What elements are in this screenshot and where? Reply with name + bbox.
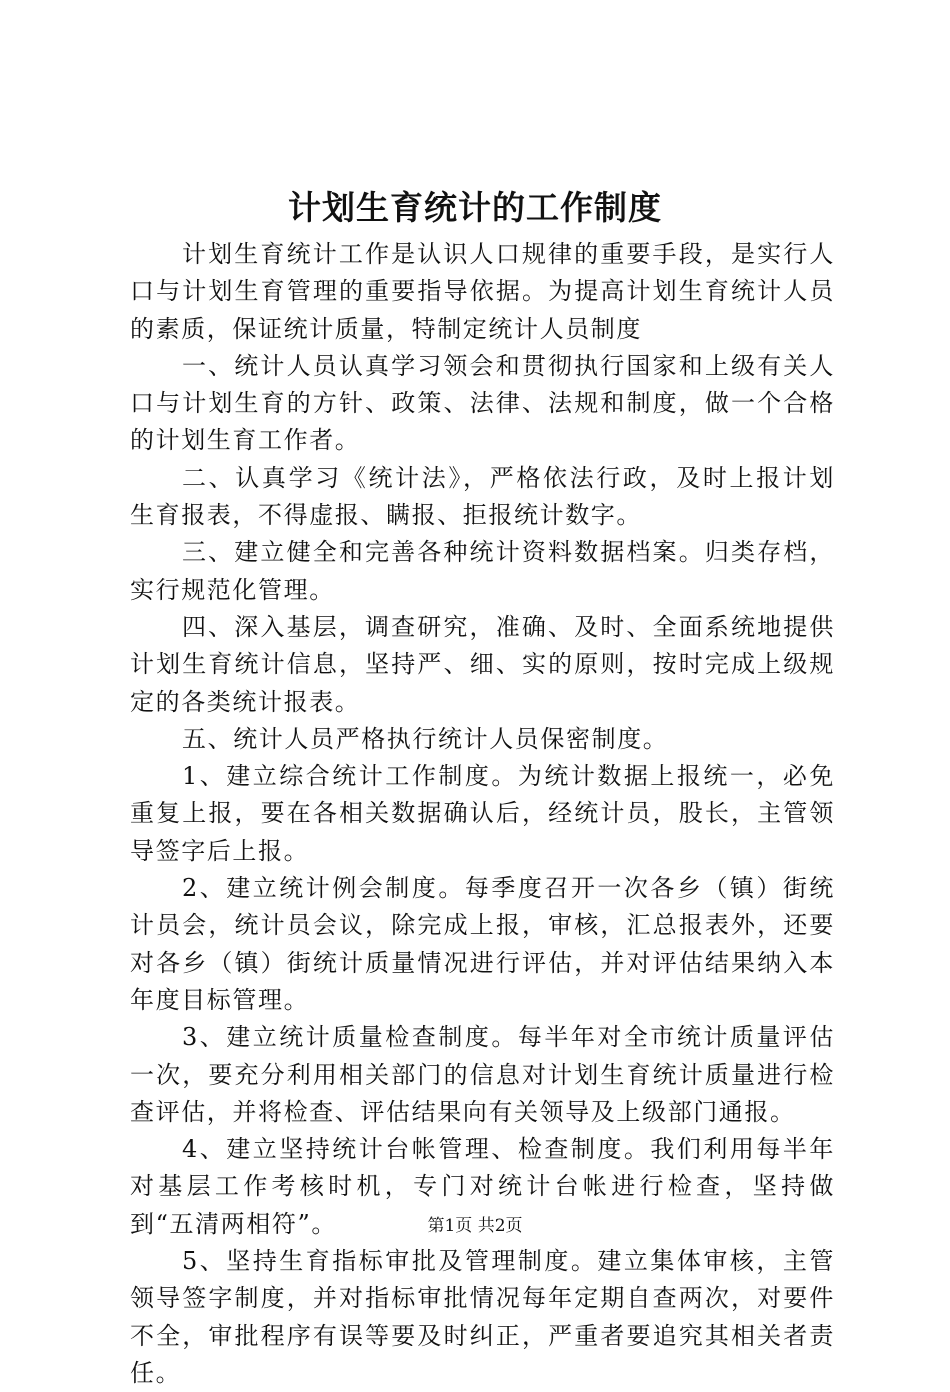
- document-title: 计划生育统计的工作制度: [288, 188, 662, 227]
- paragraph-item-5: 五、统计人员严格执行统计人员保密制度。: [182, 724, 669, 753]
- paragraph-rule-4: 4、建立坚持统计台帐管理、检查制度。我们利用每半年对基层工作考核时机，专门对统计台帐进行检查，坚持做到“五清两相符”。: [130, 1135, 835, 1238]
- page-footer: 第1页 共2页: [427, 1216, 523, 1236]
- paragraph-item-3: 三、建立健全和完善各种统计资料数据档案。归类存档，实行规范化管理。: [130, 538, 835, 604]
- paragraph-rule-2: 2、建立统计例会制度。每季度召开一次各乡（镇）街统计员会，统计员会议，除完成上报，审核，汇总报表外，还要对各乡（镇）街统计质量情况进行评估，并对评估结果纳入本年度目标管理。: [130, 874, 835, 1014]
- paragraph-item-1: 一、统计人员认真学习领会和贯彻执行国家和上级有关人口与计划生育的方针、政策、法律、法规和制度，做一个合格的计划生育工作者。: [130, 351, 835, 455]
- paragraph-rule-1: 1、建立综合统计工作制度。为统计数据上报统一，必免重复上报，要在各相关数据确认后，经统计员，股长，主管领导签字后上报。: [130, 762, 835, 865]
- paragraph-item-2: 二、认真学习《统计法》，严格依法行政，及时上报计划生育报表，不得虚报、瞒报、拒报统计数字。: [130, 463, 835, 530]
- paragraph-intro: 计划生育统计工作是认识人口规律的重要手段，是实行人口与计划生育管理的重要指导依据。为提高计划生育统计人员的素质，保证统计质量，特制定统计人员制度: [130, 240, 835, 343]
- paragraph-rule-5: 5、坚持生育指标审批及管理制度。建立集体审核，主管领导签字制度，并对指标审批情况每年定期自查两次，对要件不全，审批程序有误等要及时纠正，严重者要追究其相关者责任。: [130, 1247, 835, 1387]
- paragraph-rule-3: 3、建立统计质量检查制度。每半年对全市统计质量评估一次，要充分利用相关部门的信息对计划生育统计质量进行检查评估，并将检查、评估结果向有关领导及上级部门通报。: [130, 1023, 835, 1126]
- paragraph-item-4: 四、深入基层，调查研究，准确、及时、全面系统地提供计划生育统计信息，坚持严、细、实的原则，按时完成上级规定的各类统计报表。: [130, 612, 835, 716]
